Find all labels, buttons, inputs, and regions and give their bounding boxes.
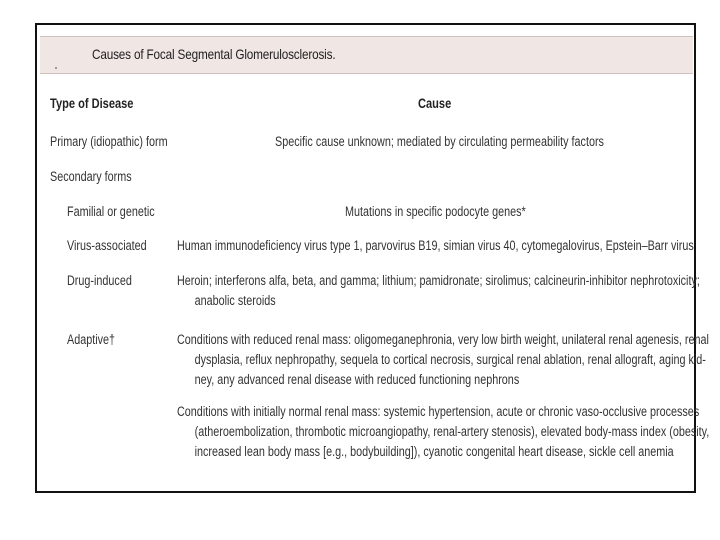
cause-line: Heroin; interferons alfa, beta, and gamma; lithium; pamidronate; sirolimus; calcineurin-inhibitor nephrotoxicity; [177, 273, 700, 288]
row-type-primary: Primary (idiopathic) form [50, 134, 168, 149]
row-cause-familial: Mutations in specific podocyte genes* [345, 204, 526, 219]
row-cause-adaptive-reduced [177, 330, 720, 390]
row-type-virus: Virus-associated [67, 238, 147, 253]
row-type-drug: Drug-induced [67, 273, 132, 288]
header-type-of-disease: Type of Disease [50, 96, 134, 111]
row-cause-primary: Specific cause unknown; mediated by circulating permeability factors [275, 134, 604, 149]
cause-line: Conditions with reduced renal mass: oligomeganephronia, very low birth weight, unilateral renal agenesis, renal [177, 332, 709, 347]
cause-line: Conditions with initially normal renal mass: systemic hypertension, acute or chronic vaso-occlusive processes [177, 404, 700, 419]
title-bar [40, 36, 693, 74]
cause-line: increased lean body mass [e.g., bodybuilding]), cyanotic congenital heart disease, sickle cell anemia [194, 444, 674, 459]
cause-line: ney, any advanced renal disease with reduced functioning nephrons [194, 372, 520, 387]
row-type-familial: Familial or genetic [67, 204, 155, 219]
cause-line: anabolic steroids [194, 293, 276, 308]
table-title: Causes of Focal Segmental Glomerulosclerosis. [92, 46, 336, 62]
cause-line: dysplasia, reflux nephropathy, sequela to cortical necrosis, surgical renal ablation, renal allograft, aging kid- [194, 352, 706, 367]
row-cause-virus: Human immunodeficiency virus type 1, parvovirus B19, simian virus 40, cytomegalovirus, Epstein–Barr virus [177, 238, 694, 253]
title-bar-dot [55, 67, 57, 69]
row-cause-drug [177, 271, 720, 311]
row-cause-adaptive-normal [177, 402, 720, 462]
cause-line: (atheroembolization, thrombotic microangiopathy, renal-artery stenosis), elevated body-mass index (obesity, [194, 424, 710, 439]
header-cause: Cause [418, 96, 452, 111]
row-type-secondary: Secondary forms [50, 169, 132, 184]
row-type-adaptive: Adaptive† [67, 332, 116, 347]
table-frame [35, 23, 710, 493]
